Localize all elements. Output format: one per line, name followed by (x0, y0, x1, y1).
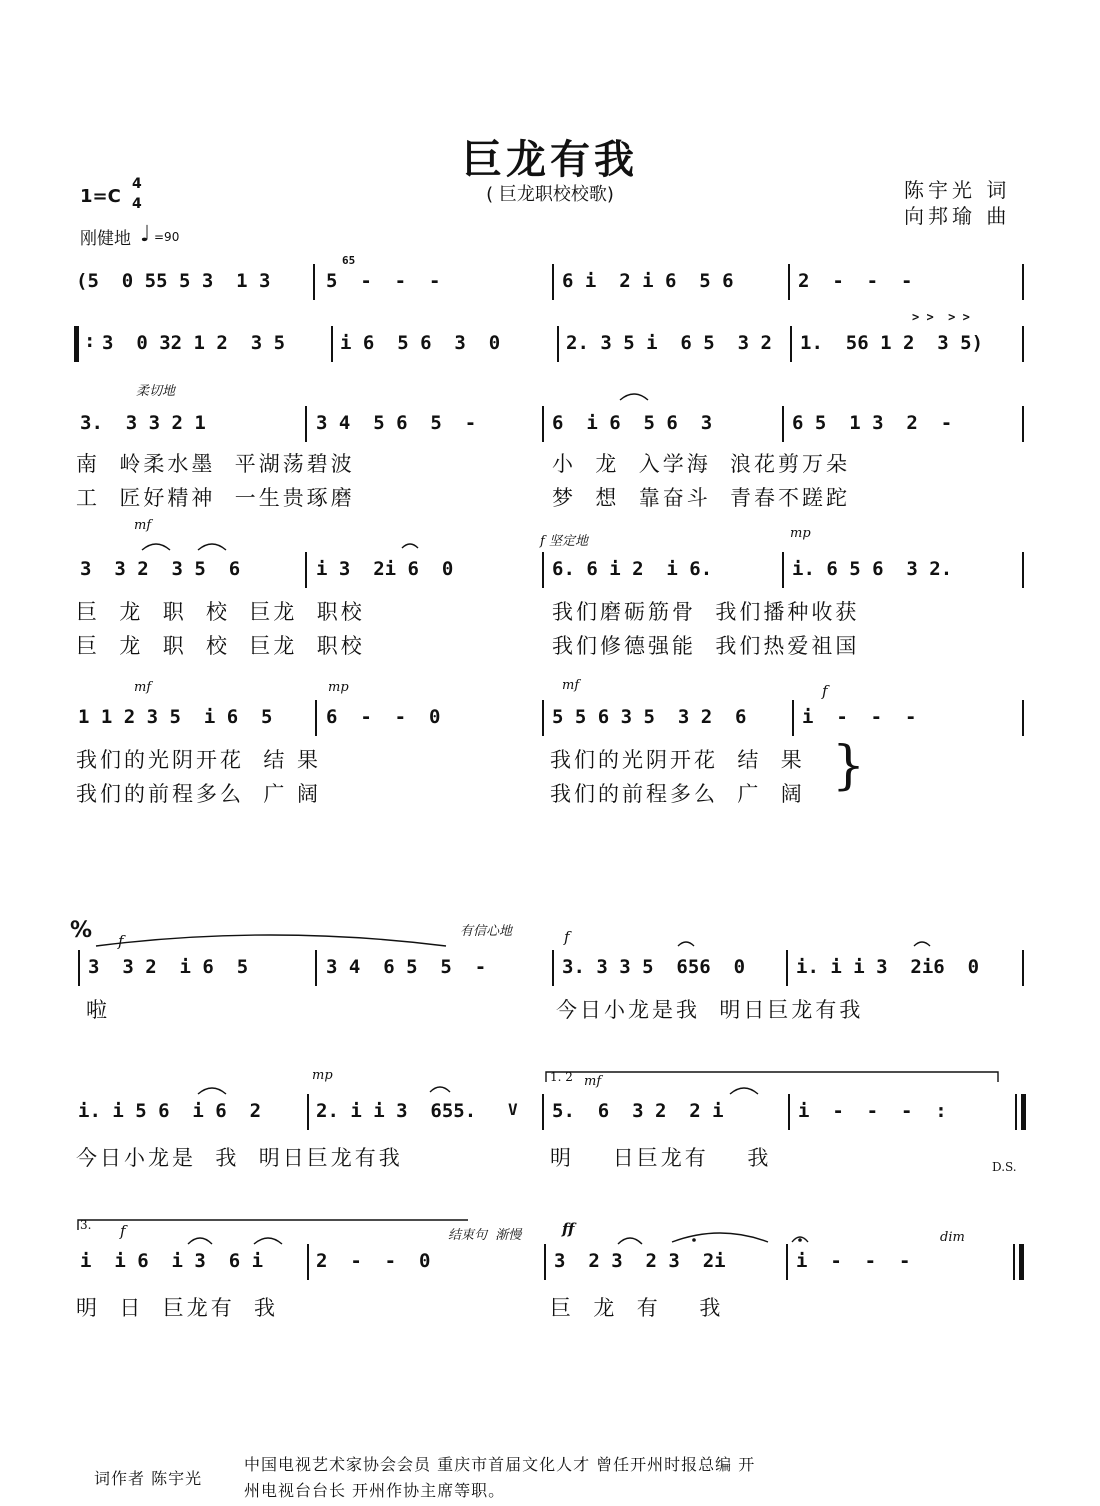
slur (678, 942, 694, 946)
lyric-verse-2: 我们的前程多么 广 阔 (76, 782, 322, 806)
measure-4: i - - - (802, 706, 917, 728)
lyric-verse-1: 我们的光阴开花 结 果 (76, 748, 322, 772)
measure-1: 1 1 2 3 5 i 6 5 (78, 706, 273, 728)
repeat-dots: : (84, 330, 96, 352)
dynamic-marking: mf (134, 680, 152, 695)
volta-bracket-3 (78, 1220, 468, 1230)
expression-marking: 结束句 渐慢 (448, 1228, 522, 1243)
lyric-line: 啦 (86, 998, 110, 1022)
fermata-dot (692, 1238, 696, 1242)
dynamic-marking: f (822, 682, 828, 700)
lyric-verse-1: 南 岭柔水墨 平湖荡碧波 (76, 452, 355, 476)
volta-bracket-1 (546, 1072, 998, 1082)
slur (914, 942, 930, 946)
measure-1: (5 0 55 5 3 1 3 (76, 270, 271, 292)
tempo-marking: 刚健地 (80, 229, 131, 249)
lyric-line: 明 日 巨龙有 我 (76, 1296, 279, 1320)
time-signature-bottom: 4 (132, 196, 142, 212)
slur (198, 544, 226, 550)
measure-4: i. i i 3 2i6 0 (796, 956, 980, 978)
grace-note: 65 (342, 254, 356, 267)
dynamic-marking: mp (312, 1068, 333, 1083)
lyric-line: 明 日巨龙有 我 (550, 1146, 772, 1170)
dynamic-marking: mf (134, 518, 152, 533)
measure-4: i - - - (796, 1250, 911, 1272)
slur (730, 1088, 758, 1094)
slur (188, 1238, 212, 1244)
measure-1: i i 6 i 3 6 i (80, 1250, 264, 1272)
slur (254, 1238, 282, 1244)
lyric-verse-1: 我们磨砺筋骨 我们播种收获 (552, 600, 860, 624)
lyric-verse-1: 我们的光阴开花 结 果 (550, 748, 805, 772)
measure-2: 2. i i 3 655. (316, 1100, 477, 1122)
accent-marks: > > > > (912, 310, 970, 324)
phrase-slur (96, 935, 446, 946)
dal-segno: D.S. (992, 1160, 1017, 1174)
measure-3: 3. 3 3 5 656 0 (562, 956, 746, 978)
lyric-verse-2: 工 匠好精神 一生贵琢磨 (76, 486, 355, 510)
measure-2: i 6 5 6 3 0 (340, 332, 501, 354)
song-title: 巨龙有我 (462, 136, 638, 183)
quarter-note-icon: ♩ (140, 222, 151, 247)
key-signature: 1=C (80, 186, 121, 207)
lyric-line: 今日小龙是我 明日巨龙有我 (556, 998, 864, 1022)
lyric-verse-2: 梦 想 靠奋斗 青春不蹉跎 (552, 486, 851, 510)
slur (618, 1238, 642, 1244)
time-signature-top: 4 (132, 176, 142, 192)
dynamic-marking: f (564, 928, 570, 946)
measure-1: 3 3 2 i 6 5 (88, 956, 249, 978)
expression-marking: f 坚定地 (540, 534, 588, 549)
lyric-verse-2: 我们的前程多么 广 阔 (550, 782, 805, 806)
measure-4: 1. 56 1 2 3 5) (800, 332, 984, 354)
measure-3: 5. 6 3 2 2 i (552, 1100, 724, 1122)
author-bio-line-2: 州电视台台长 开州作协主席等职。 (244, 1481, 506, 1500)
slur (402, 544, 418, 548)
measure-1: 3. 3 3 2 1 (80, 412, 206, 434)
measure-2: 6 - - 0 (326, 706, 441, 728)
volta-number: 1. 2 (550, 1070, 573, 1084)
lyric-verse-2: 巨 龙 职 校 巨龙 职校 (76, 634, 365, 658)
measure-3: 3 2 3 2 3 2i (554, 1250, 726, 1272)
expression-marking: 有信心地 (460, 924, 513, 939)
lyric-line: 今日小龙是 我 明日巨龙有我 (76, 1146, 403, 1170)
expression-marking: 柔切地 (136, 384, 176, 399)
verse-brace: } (832, 736, 866, 796)
measure-2: 5 - - - (326, 270, 441, 292)
measure-1: 3 0 32 1 2 3 5 (102, 332, 286, 354)
measure-2: 2 - - 0 (316, 1250, 431, 1272)
measure-4: i - - - : (798, 1100, 947, 1122)
expression-text: 坚定地 (548, 534, 588, 549)
breath-mark: V (508, 1100, 518, 1119)
measure-2: i 3 2i 6 0 (316, 558, 454, 580)
measure-4: i. 6 5 6 3 2. (792, 558, 953, 580)
segno-sign: % (70, 918, 93, 943)
volta-number: 3. (80, 1218, 92, 1232)
slur (430, 1087, 450, 1092)
measure-3: 5 5 6 3 5 3 2 6 (552, 706, 747, 728)
measure-1: 3 3 2 3 5 6 (80, 558, 241, 580)
slur (142, 544, 170, 550)
dynamic-marking: mf (562, 678, 580, 693)
dynamic-marking: ff (562, 1220, 575, 1238)
measure-3: 6. 6 i 2 i 6. (552, 558, 713, 580)
measure-3: 6 i 2 i 6 5 6 (562, 270, 734, 292)
author-label: 词作者 陈宇光 (94, 1469, 203, 1488)
measure-3: 2. 3 5 i 6 5 3 2 (566, 332, 772, 354)
slur (620, 394, 648, 400)
dynamic-marking: mp (328, 680, 349, 695)
dynamic-marking: mf (584, 1074, 602, 1089)
measure-1: i. i 5 6 i 6 2 (78, 1100, 262, 1122)
measure-4: 6 5 1 3 2 - (792, 412, 953, 434)
measure-2: 3 4 6 5 5 - (326, 956, 487, 978)
measure-4: 2 - - - (798, 270, 913, 292)
slur (672, 1233, 768, 1242)
slur (198, 1088, 226, 1094)
tempo-value: =90 (154, 230, 180, 244)
dynamic-marking: dim (940, 1230, 965, 1245)
lyric-line: 巨 龙 有 我 (550, 1296, 724, 1320)
lyric-verse-1: 小 龙 入学海 浪花剪万朵 (552, 452, 851, 476)
composer-credit: 向邦瑜 曲 (904, 204, 1011, 228)
lyric-verse-1: 巨 龙 职 校 巨龙 职校 (76, 600, 365, 624)
dynamic-marking: f (120, 1222, 126, 1240)
dynamic-marking: f (118, 932, 124, 950)
lyric-verse-2: 我们修德强能 我们热爱祖国 (552, 634, 860, 658)
fermata-dot (798, 1238, 802, 1242)
measure-2: 3 4 5 6 5 - (316, 412, 477, 434)
lyricist-credit: 陈宇光 词 (904, 178, 1011, 202)
author-bio-line-1: 中国电视艺术家协会会员 重庆市首届文化人才 曾任开州时报总编 开 (244, 1455, 756, 1474)
dynamic-marking: mp (790, 526, 811, 541)
measure-3: 6 i 6 5 6 3 (552, 412, 713, 434)
song-subtitle: ( 巨龙职校校歌) (486, 184, 614, 205)
